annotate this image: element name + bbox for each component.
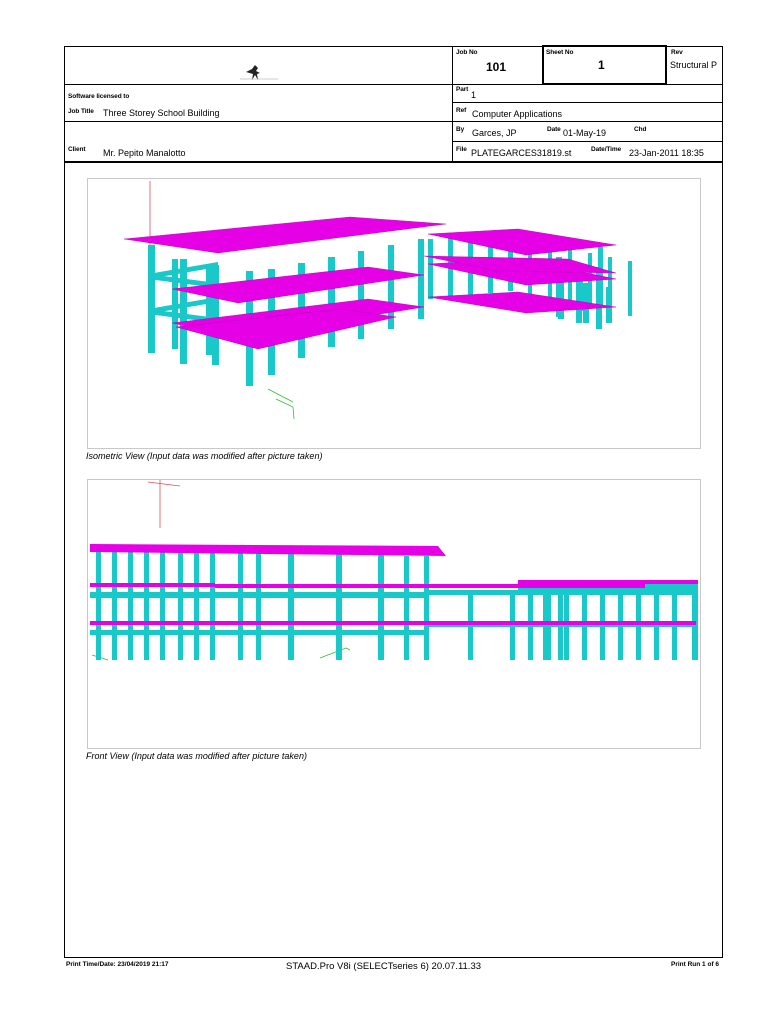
- date-label: Date: [547, 126, 561, 133]
- front-view-caption: Front View (Input data was modified after picture taken): [86, 751, 307, 761]
- isometric-caption: Isometric View (Input data was modified after picture taken): [86, 451, 323, 461]
- isometric-model-drawing: [88, 179, 700, 448]
- header-rule: [452, 141, 723, 142]
- company-logo-icon: [238, 62, 282, 84]
- header-rule: [452, 102, 723, 103]
- isometric-view-figure: [87, 178, 701, 449]
- job-title-label: Job Title: [68, 108, 94, 115]
- front-model-drawing: [88, 480, 700, 748]
- client-label: Client: [68, 146, 86, 153]
- by-label: By: [456, 126, 465, 133]
- job-no-label: Job No: [456, 49, 478, 56]
- datetime-label: Date/Time: [591, 146, 622, 153]
- print-run-text: Print Run 1 of 6: [671, 961, 720, 968]
- software-version-text: STAAD.Pro V8i (SELECTseries 6) 20.07.11.33: [286, 961, 482, 972]
- print-time-text: Print Time/Date: 23/04/2019 21:17: [66, 961, 169, 968]
- sheet-no-value: 1: [598, 58, 605, 72]
- by-value: Garces, JP: [472, 128, 517, 138]
- job-title-value: Three Storey School Building: [103, 108, 220, 118]
- chd-label: Chd: [634, 126, 647, 133]
- sheet-no-label: Sheet No: [546, 49, 574, 56]
- part-label: Part: [456, 86, 469, 93]
- job-no-value: 101: [486, 60, 507, 74]
- ref-label: Ref: [456, 107, 467, 114]
- header-divider: [452, 46, 453, 162]
- file-label: File: [456, 146, 467, 153]
- date-value: 01-May-19: [563, 128, 607, 138]
- header-bottom-rule: [64, 161, 723, 163]
- front-view-figure: [87, 479, 701, 749]
- rev-label: Rev: [671, 49, 683, 56]
- file-value: PLATEGARCES31819.st: [471, 148, 572, 158]
- datetime-value: 23-Jan-2011 18:35: [629, 148, 704, 158]
- ref-value: Computer Applications: [472, 109, 563, 119]
- licensed-label: Software licensed to: [68, 93, 130, 100]
- rev-value: Structural P: [670, 60, 718, 70]
- part-value: 1: [471, 90, 477, 100]
- client-value: Mr. Pepito Manalotto: [103, 148, 186, 158]
- header-rule: [64, 121, 723, 122]
